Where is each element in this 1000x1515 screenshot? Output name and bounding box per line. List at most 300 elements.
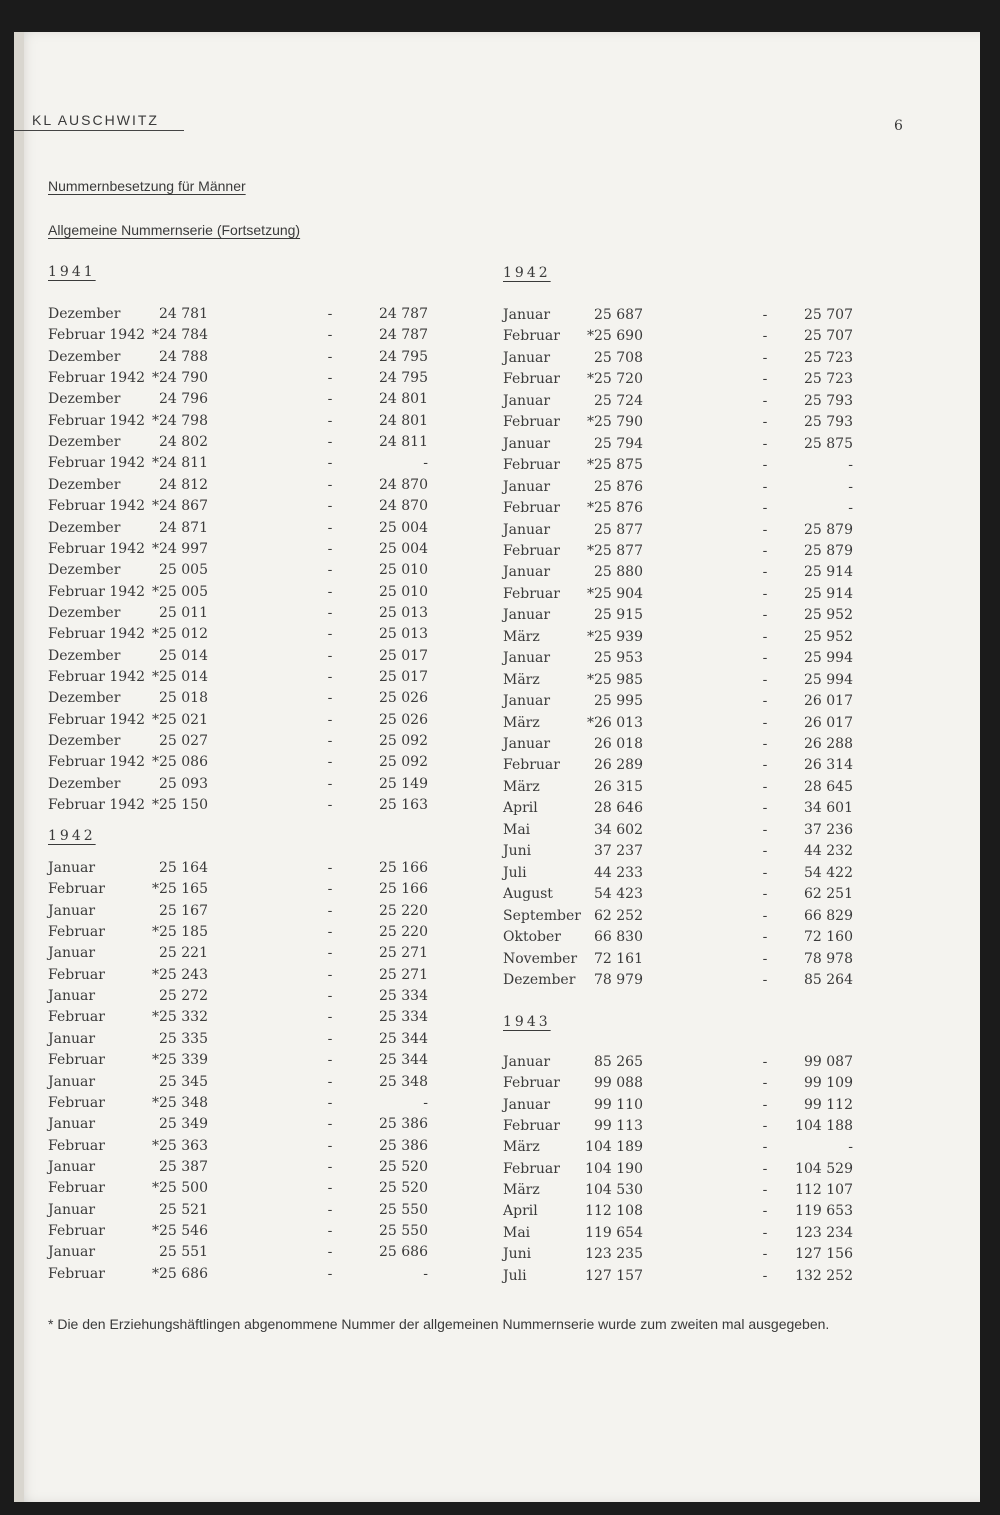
- month-label: Februar 1942: [48, 327, 146, 344]
- end-number: -: [848, 457, 853, 474]
- end-number: 25 026: [379, 690, 428, 707]
- table-row: [48, 776, 448, 797]
- start-number: 99 113: [594, 1118, 643, 1135]
- month-label: Januar: [503, 392, 551, 409]
- range-dash: -: [327, 1009, 333, 1026]
- range-dash: -: [762, 1075, 768, 1092]
- range-dash: -: [327, 860, 333, 876]
- start-number: 25 093: [159, 775, 208, 792]
- range-dash: -: [327, 668, 333, 685]
- end-number: 119 653: [795, 1203, 853, 1220]
- range-dash: -: [327, 733, 333, 749]
- table-row: [48, 967, 448, 988]
- range-dash: -: [327, 583, 333, 600]
- end-number: 25 271: [379, 966, 428, 983]
- start-number: 104 190: [585, 1160, 643, 1177]
- table-row: [48, 498, 448, 519]
- table-row: [503, 822, 903, 843]
- end-number: 25 914: [804, 564, 853, 581]
- end-number: 25 017: [379, 647, 428, 664]
- table-row: [503, 1139, 903, 1160]
- start-number: 25 011: [159, 604, 208, 621]
- table-row: [503, 715, 903, 736]
- table-row: [48, 477, 448, 498]
- range-dash: -: [327, 754, 333, 771]
- table-row: [48, 860, 448, 881]
- end-number: 85 264: [804, 971, 853, 988]
- month-label: Februar: [48, 1094, 105, 1111]
- start-number: 26 289: [594, 757, 643, 774]
- range-dash: -: [327, 1265, 333, 1282]
- range-dash: -: [762, 1160, 768, 1177]
- start-number: 72 161: [594, 950, 643, 967]
- table-row: [503, 757, 903, 778]
- range-dash: -: [762, 800, 768, 817]
- range-dash: -: [327, 391, 333, 408]
- end-number: 25 686: [379, 1244, 428, 1261]
- month-label: Juni: [503, 1246, 532, 1263]
- month-label: Februar 1942: [48, 754, 146, 771]
- end-number: 132 252: [795, 1267, 853, 1284]
- end-number: 34 601: [804, 800, 853, 817]
- end-number: 54 422: [804, 864, 853, 881]
- start-number: *25 332: [152, 1009, 208, 1026]
- table-row: [503, 736, 903, 757]
- end-number: 26 017: [804, 714, 853, 731]
- start-number: *25 243: [152, 966, 208, 983]
- end-number: 25 010: [379, 583, 428, 600]
- range-dash: -: [762, 950, 768, 967]
- start-number: 54 423: [594, 886, 643, 903]
- month-label: September: [503, 907, 581, 924]
- start-number: *25 339: [152, 1052, 208, 1069]
- range-dash: -: [327, 1222, 333, 1239]
- range-dash: -: [762, 457, 768, 474]
- month-label: Dezember: [48, 647, 121, 664]
- end-number: 24 795: [379, 370, 428, 387]
- start-number: *25 086: [152, 754, 208, 771]
- range-dash: -: [327, 455, 333, 472]
- end-number: 25 149: [379, 775, 428, 792]
- start-number: *24 997: [152, 540, 208, 557]
- start-number: 44 233: [594, 864, 643, 881]
- table-row: [503, 629, 903, 650]
- range-dash: -: [327, 797, 333, 814]
- month-label: Dezember: [48, 519, 121, 536]
- range-dash: -: [762, 1224, 768, 1241]
- table-row: [503, 800, 903, 821]
- range-dash: -: [327, 434, 333, 451]
- month-label: Februar: [48, 1222, 105, 1239]
- table-row: [503, 779, 903, 800]
- month-label: Juni: [503, 843, 532, 860]
- range-dash: -: [327, 604, 333, 621]
- end-number: 25 793: [804, 414, 853, 431]
- range-dash: -: [762, 1139, 768, 1156]
- table-row: [48, 1009, 448, 1030]
- start-number: 127 157: [585, 1267, 643, 1284]
- range-dash: -: [762, 628, 768, 645]
- month-label: Februar: [48, 924, 105, 941]
- end-number: 25 875: [804, 435, 853, 452]
- table-row: [503, 457, 903, 478]
- page-number: 6: [894, 118, 903, 134]
- table-row: [48, 541, 448, 562]
- range-dash: -: [762, 542, 768, 559]
- table-row: [503, 436, 903, 457]
- start-number: *25 877: [587, 542, 643, 559]
- start-number: *24 798: [152, 412, 208, 429]
- range-dash: -: [762, 971, 768, 988]
- table-row: [503, 672, 903, 693]
- start-number: 25 349: [159, 1116, 208, 1133]
- range-dash: -: [762, 1182, 768, 1199]
- table-row: [48, 605, 448, 626]
- month-label: Dezember: [48, 306, 121, 322]
- table-row: [503, 1075, 903, 1096]
- table-row: [503, 929, 903, 950]
- start-number: 66 830: [594, 929, 643, 946]
- month-label: Februar 1942: [48, 711, 146, 728]
- end-number: 44 232: [804, 843, 853, 860]
- table-row: [48, 626, 448, 647]
- month-label: Februar: [503, 1118, 560, 1135]
- start-number: *26 013: [587, 714, 643, 731]
- start-number: 119 654: [585, 1224, 643, 1241]
- range-dash: -: [327, 945, 333, 962]
- month-label: Januar: [48, 1244, 96, 1261]
- range-dash: -: [327, 1116, 333, 1133]
- range-dash: -: [762, 371, 768, 388]
- table-row: [48, 434, 448, 455]
- end-number: 99 087: [804, 1054, 853, 1070]
- table-row: [48, 1180, 448, 1201]
- end-number: 25 952: [804, 607, 853, 624]
- month-label: Februar: [48, 1180, 105, 1197]
- end-number: 25 334: [379, 988, 428, 1005]
- range-dash: -: [327, 1052, 333, 1069]
- table-row: [48, 1202, 448, 1223]
- range-dash: -: [327, 924, 333, 941]
- table-row: [503, 972, 903, 993]
- end-number: 24 787: [379, 306, 428, 322]
- table-row: [503, 951, 903, 972]
- range-dash: -: [327, 1180, 333, 1197]
- month-label: Februar: [48, 1137, 105, 1154]
- table-row: [48, 349, 448, 370]
- table-row: [48, 391, 448, 412]
- month-label: März: [503, 1139, 540, 1156]
- end-number: 25 348: [379, 1073, 428, 1090]
- month-label: August: [503, 886, 553, 903]
- month-label: Januar: [48, 1073, 96, 1090]
- month-label: Januar: [503, 349, 551, 366]
- month-label: Januar: [503, 478, 551, 495]
- end-number: -: [848, 478, 853, 495]
- range-dash: -: [762, 521, 768, 538]
- start-number: *25 985: [587, 671, 643, 688]
- month-label: Januar: [503, 435, 551, 452]
- start-number: *25 348: [152, 1094, 208, 1111]
- start-number: 104 530: [585, 1182, 643, 1199]
- month-label: Februar 1942: [48, 668, 146, 685]
- table-row: [48, 584, 448, 605]
- month-label: Juli: [503, 864, 527, 881]
- month-label: Januar: [503, 693, 551, 710]
- right-year-1942: 1942: [503, 265, 551, 281]
- range-dash: -: [762, 1246, 768, 1263]
- end-number: 25 793: [804, 392, 853, 409]
- end-number: 25 879: [804, 542, 853, 559]
- end-number: 25 220: [379, 902, 428, 919]
- month-label: Februar: [48, 1265, 105, 1282]
- start-number: *25 363: [152, 1137, 208, 1154]
- start-number: 24 781: [159, 306, 208, 322]
- end-number: 72 160: [804, 929, 853, 946]
- range-dash: -: [327, 519, 333, 536]
- table-row: [503, 328, 903, 349]
- month-label: Dezember: [48, 690, 121, 707]
- range-dash: -: [327, 1030, 333, 1047]
- end-number: 25 344: [379, 1030, 428, 1047]
- end-number: 25 092: [379, 733, 428, 749]
- month-label: Januar: [503, 736, 551, 752]
- range-dash: -: [762, 435, 768, 452]
- month-label: Mai: [503, 821, 531, 838]
- start-number: *25 876: [587, 500, 643, 517]
- range-dash: -: [762, 1118, 768, 1135]
- range-dash: -: [327, 1094, 333, 1111]
- start-number: *25 546: [152, 1222, 208, 1239]
- range-dash: -: [762, 585, 768, 602]
- range-dash: -: [762, 778, 768, 795]
- start-number: *24 811: [152, 455, 208, 472]
- end-number: 25 092: [379, 754, 428, 771]
- start-number: 25 953: [594, 650, 643, 667]
- month-label: Februar: [48, 881, 105, 898]
- table-row: [48, 1266, 448, 1287]
- end-number: 25 010: [379, 562, 428, 579]
- start-number: *25 690: [587, 328, 643, 345]
- month-label: Dezember: [48, 733, 121, 749]
- table-row: [48, 988, 448, 1009]
- end-number: -: [848, 1139, 853, 1156]
- start-number: 25 915: [594, 607, 643, 624]
- month-label: Januar: [48, 902, 96, 919]
- table-row: [48, 1244, 448, 1265]
- range-dash: -: [762, 349, 768, 366]
- end-number: 25 723: [804, 371, 853, 388]
- start-number: *25 720: [587, 371, 643, 388]
- left-year-1942: 1942: [48, 828, 96, 844]
- start-number: 25 794: [594, 435, 643, 452]
- month-label: Januar: [503, 521, 551, 538]
- table-row: [48, 562, 448, 583]
- start-number: 37 237: [594, 843, 643, 860]
- month-label: Februar 1942: [48, 412, 146, 429]
- start-number: 25 014: [159, 647, 208, 664]
- start-number: 24 796: [159, 391, 208, 408]
- start-number: *25 185: [152, 924, 208, 941]
- end-number: 25 166: [379, 881, 428, 898]
- range-dash: -: [762, 414, 768, 431]
- table-row: [48, 1116, 448, 1137]
- month-label: Januar: [48, 1201, 96, 1218]
- start-number: 25 018: [159, 690, 208, 707]
- header-rule: [14, 130, 184, 131]
- start-number: *25 790: [587, 414, 643, 431]
- month-label: Februar: [503, 414, 560, 431]
- table-row: [503, 479, 903, 500]
- end-number: 99 109: [804, 1075, 853, 1092]
- table-row: [503, 500, 903, 521]
- end-number: 123 234: [795, 1224, 853, 1241]
- start-number: 25 345: [159, 1073, 208, 1090]
- month-label: April: [503, 1203, 538, 1220]
- range-dash: -: [327, 966, 333, 983]
- start-number: 25 708: [594, 349, 643, 366]
- range-dash: -: [327, 412, 333, 429]
- table-row: [503, 1268, 903, 1289]
- range-dash: -: [762, 328, 768, 345]
- start-number: 24 802: [159, 434, 208, 451]
- range-dash: -: [762, 478, 768, 495]
- range-dash: -: [327, 1244, 333, 1261]
- month-label: Februar: [503, 500, 560, 517]
- table-row: [48, 797, 448, 818]
- table-row: [48, 712, 448, 733]
- table-row: [503, 1054, 903, 1075]
- end-number: 37 236: [804, 821, 853, 838]
- range-dash: -: [327, 1201, 333, 1218]
- end-number: 26 017: [804, 693, 853, 710]
- end-number: 25 344: [379, 1052, 428, 1069]
- range-dash: -: [327, 540, 333, 557]
- table-row: [503, 1097, 903, 1118]
- table-row: [503, 1182, 903, 1203]
- end-number: 25 550: [379, 1222, 428, 1239]
- range-dash: -: [762, 907, 768, 924]
- table-row: [503, 886, 903, 907]
- start-number: *25 939: [587, 628, 643, 645]
- start-number: 25 164: [159, 860, 208, 876]
- end-number: 25 026: [379, 711, 428, 728]
- month-label: Februar: [48, 966, 105, 983]
- table-row: [48, 327, 448, 348]
- table-row: [48, 754, 448, 775]
- start-number: 112 108: [585, 1203, 643, 1220]
- range-dash: -: [327, 306, 333, 322]
- end-number: 24 870: [379, 476, 428, 493]
- range-dash: -: [762, 500, 768, 517]
- end-number: 62 251: [804, 886, 853, 903]
- table-row: [48, 1223, 448, 1244]
- range-dash: -: [327, 1137, 333, 1154]
- month-label: Januar: [503, 607, 551, 624]
- start-number: 24 788: [159, 348, 208, 365]
- start-number: 62 252: [594, 907, 643, 924]
- month-label: Dezember: [48, 391, 121, 408]
- month-label: März: [503, 628, 540, 645]
- month-label: Dezember: [48, 562, 121, 579]
- end-number: 25 520: [379, 1158, 428, 1175]
- range-dash: -: [327, 370, 333, 387]
- end-number: 24 870: [379, 498, 428, 515]
- table-row: [48, 520, 448, 541]
- start-number: 25 876: [594, 478, 643, 495]
- table-row: [503, 650, 903, 671]
- end-number: 25 550: [379, 1201, 428, 1218]
- range-dash: -: [327, 476, 333, 493]
- range-dash: -: [327, 1073, 333, 1090]
- table-row: [503, 1203, 903, 1224]
- end-number: 24 787: [379, 327, 428, 344]
- start-number: 99 110: [594, 1096, 643, 1113]
- start-number: 25 724: [594, 392, 643, 409]
- month-label: Mai: [503, 1224, 531, 1241]
- range-dash: -: [762, 821, 768, 838]
- table-row: [48, 690, 448, 711]
- range-dash: -: [327, 498, 333, 515]
- month-label: Dezember: [48, 604, 121, 621]
- table-row: [48, 370, 448, 391]
- start-number: *25 904: [587, 585, 643, 602]
- month-label: Dezember: [48, 348, 121, 365]
- start-number: 34 602: [594, 821, 643, 838]
- page-title: Nummernbesetzung für Männer: [48, 178, 246, 194]
- month-label: Februar: [503, 457, 560, 474]
- end-number: 25 952: [804, 628, 853, 645]
- range-dash: -: [762, 1203, 768, 1220]
- range-dash: -: [762, 886, 768, 903]
- range-dash: -: [327, 711, 333, 728]
- range-dash: -: [327, 690, 333, 707]
- document-header: KL AUSCHWITZ: [32, 112, 159, 128]
- month-label: Oktober: [503, 929, 561, 946]
- month-label: November: [503, 950, 578, 967]
- range-dash: -: [762, 757, 768, 774]
- month-label: März: [503, 671, 540, 688]
- table-row: [503, 908, 903, 929]
- range-dash: -: [327, 988, 333, 1005]
- month-label: Dezember: [48, 775, 121, 792]
- range-dash: -: [762, 671, 768, 688]
- table-row: [48, 1095, 448, 1116]
- start-number: 78 979: [594, 971, 643, 988]
- table-row: [48, 733, 448, 754]
- start-number: 25 221: [159, 945, 208, 962]
- table-row: [503, 350, 903, 371]
- range-dash: -: [327, 1158, 333, 1175]
- table-row: [503, 393, 903, 414]
- start-number: *25 021: [152, 711, 208, 728]
- month-label: Februar 1942: [48, 583, 146, 600]
- end-number: 25 707: [804, 307, 853, 323]
- month-label: März: [503, 778, 540, 795]
- month-label: Februar 1942: [48, 797, 146, 814]
- range-dash: -: [762, 1054, 768, 1070]
- end-number: 104 529: [795, 1160, 853, 1177]
- start-number: *25 500: [152, 1180, 208, 1197]
- start-number: 25 551: [159, 1244, 208, 1261]
- end-number: 127 156: [795, 1246, 853, 1263]
- footnote: * Die den Erziehungshäftlingen abgenommene Nummer der allgemeinen Nummernserie wurde zum zweiten mal ausgegeben.: [48, 1316, 830, 1332]
- range-dash: -: [762, 714, 768, 731]
- end-number: 25 334: [379, 1009, 428, 1026]
- month-label: Februar 1942: [48, 455, 146, 472]
- month-label: April: [503, 800, 538, 817]
- start-number: 25 335: [159, 1030, 208, 1047]
